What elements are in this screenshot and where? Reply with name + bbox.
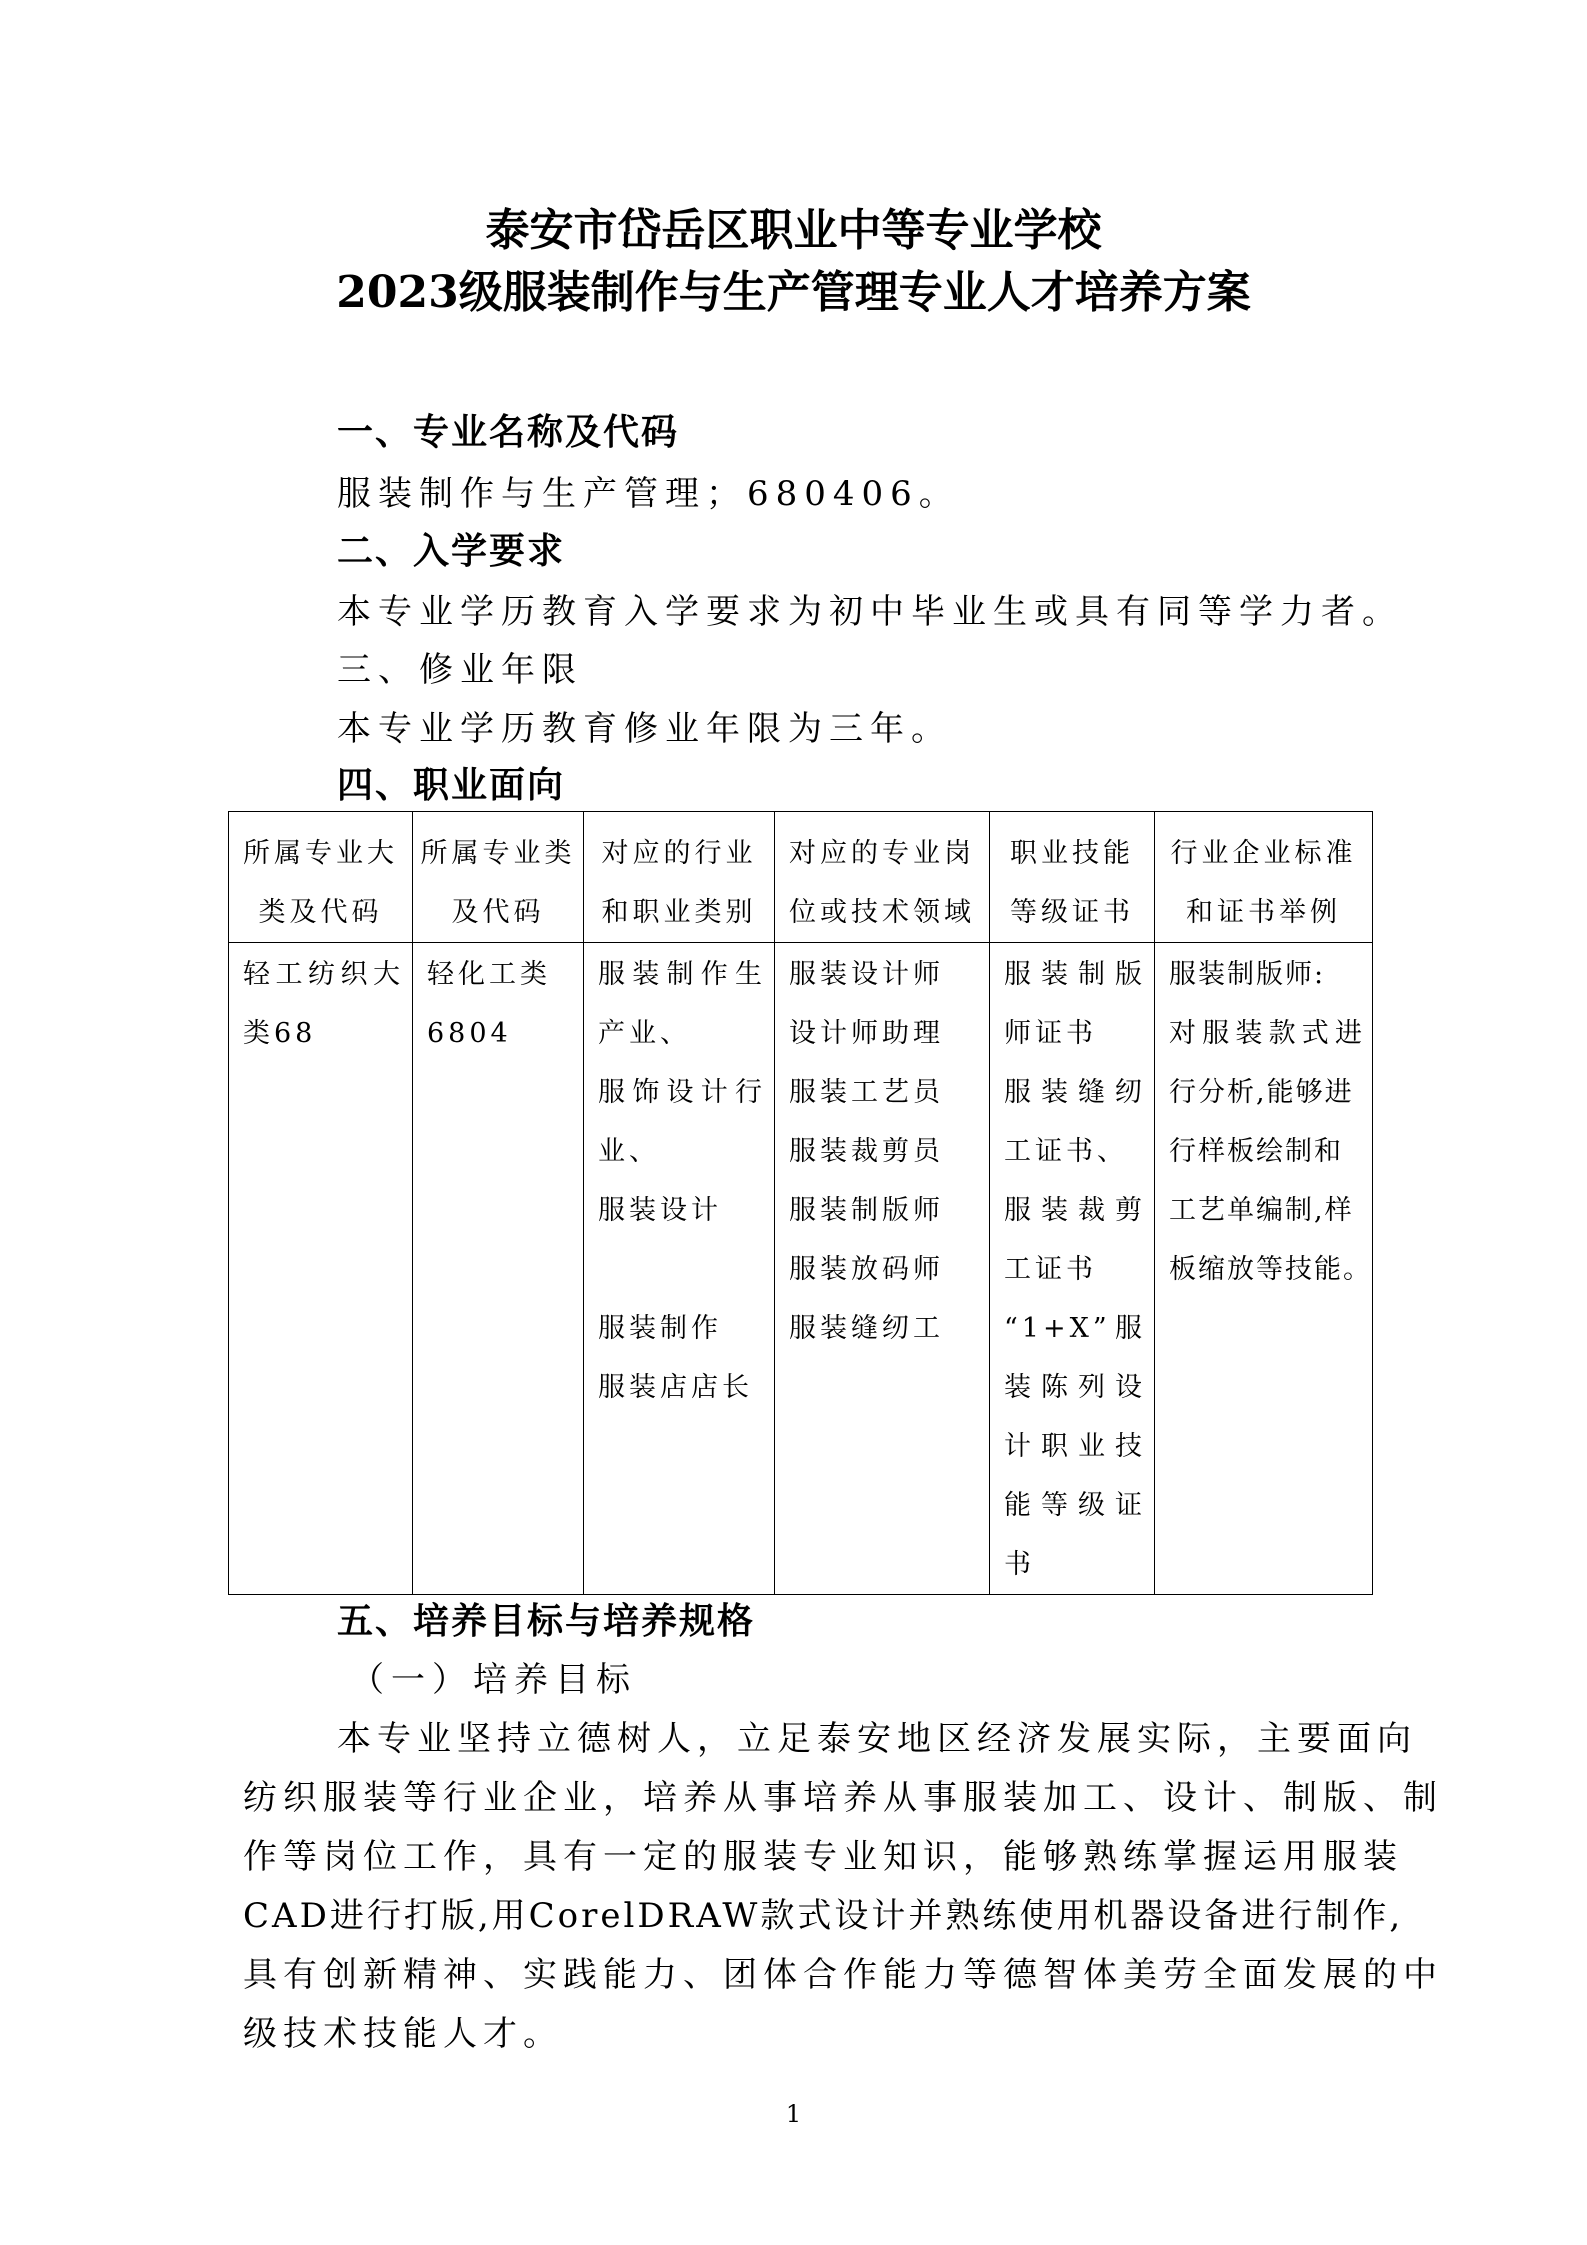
section-3-text: 本专业学历教育修业年限为三年。	[337, 709, 952, 749]
cell-line: 工证书	[1004, 1254, 1097, 1285]
header-text: 职业技能	[1010, 838, 1134, 869]
header-cell-major-class	[413, 812, 584, 943]
document-title-line1: 泰安市岱岳区职业中等专业学校	[485, 205, 1102, 256]
cell-line: 服装制作	[598, 1313, 722, 1344]
cell-line: 服装店店长	[598, 1372, 753, 1403]
cell-line: 服装制版师	[789, 1195, 944, 1226]
header-text: 所属专业大	[243, 838, 398, 869]
section-2-text: 本专业学历教育入学要求为初中毕业生或具有同等学力者。	[337, 592, 1403, 632]
header-cell-certificates	[990, 812, 1155, 943]
section-5-subheading: （一）培养目标	[350, 1660, 637, 1700]
section-4-heading: 四、职业面向	[337, 765, 566, 806]
cell-line: 对服装款式进	[1169, 1018, 1364, 1049]
document-title-line2: 2023级服装制作与生产管理专业人才培养方案	[336, 267, 1251, 318]
cell-line: 服装放码师	[789, 1254, 944, 1285]
header-text: 和职业类别	[601, 897, 757, 928]
header-text: 位或技术领域	[789, 897, 975, 928]
header-text: 类及代码	[258, 897, 383, 928]
cell-major-category	[229, 943, 413, 1595]
paragraph-line: 作等岗位工作，具有一定的服装专业知识，能够熟练掌握运用服装	[243, 1837, 1403, 1877]
cell-line: 行分析,能够进	[1169, 1077, 1354, 1108]
cell-line: 板缩放等技能。	[1169, 1254, 1372, 1285]
header-cell-major-category	[229, 812, 413, 943]
cell-line: 服装制作生	[598, 959, 766, 990]
cell-line: 服装裁剪员	[789, 1136, 944, 1167]
cell-line: 服装工艺员	[789, 1077, 944, 1108]
cell-line: 服装缝纫	[1004, 1077, 1146, 1108]
cell-line: 设计师助理	[789, 1018, 944, 1049]
header-text: 等级证书	[1010, 897, 1134, 928]
cell-line: 服装设计师	[789, 959, 944, 990]
cell-line: 装陈列设	[1004, 1372, 1146, 1403]
header-text: 所属专业类	[420, 838, 576, 869]
cell-line: 工证书、	[1004, 1136, 1128, 1167]
cell-line: 服装缝纫工	[789, 1313, 944, 1344]
cell-major-class	[413, 943, 584, 1595]
cell-line: “1+X”服	[1004, 1313, 1146, 1344]
header-text: 行业企业标准	[1170, 838, 1357, 869]
cell-line: 书	[1004, 1549, 1035, 1580]
cell-positions	[775, 943, 990, 1595]
cell-line: 产业、	[598, 1018, 691, 1049]
cell-line: 6804	[427, 1018, 512, 1049]
cell-line: 服装制版	[1004, 959, 1146, 990]
cell-line: 业、	[598, 1136, 660, 1167]
cell-line: 轻工纺织大	[243, 959, 404, 990]
table-header-row	[229, 812, 1373, 943]
cell-line: 服饰设计行	[598, 1077, 766, 1108]
cell-line	[598, 1240, 766, 1299]
cell-industry	[584, 943, 775, 1595]
section-3-heading: 三、修业年限	[337, 650, 583, 690]
cell-certificates	[990, 943, 1155, 1595]
page-number: 1	[785, 2100, 802, 2128]
table-row	[229, 943, 1373, 1595]
cell-standards	[1155, 943, 1373, 1595]
career-orientation-table	[228, 811, 1373, 1595]
section-1-text: 服装制作与生产管理；680406。	[337, 474, 960, 514]
cell-line: 师证书	[1004, 1018, 1097, 1049]
section-1-heading: 一、专业名称及代码	[337, 412, 680, 453]
paragraph-line: 本专业坚持立德树人，立足泰安地区经济发展实际，主要面向	[337, 1719, 1417, 1759]
section-2-heading: 二、入学要求	[337, 531, 566, 572]
header-text: 对应的专业岗	[789, 838, 975, 869]
header-text: 及代码	[451, 897, 545, 928]
paragraph-line: 具有创新精神、实践能力、团体合作能力等德智体美劳全面发展的中	[243, 1955, 1443, 1995]
cell-line: 服装制版师:	[1169, 959, 1326, 990]
cell-line: 类68	[243, 1018, 317, 1049]
header-cell-positions	[775, 812, 990, 943]
header-cell-standards	[1155, 812, 1373, 943]
section-5-heading: 五、培养目标与培养规格	[337, 1601, 756, 1642]
cell-line: 工艺单编制,样	[1169, 1195, 1354, 1226]
paragraph-line: 级技术技能人才。	[243, 2014, 563, 2054]
cell-line: 轻化工类	[427, 959, 551, 990]
cell-line: 计职业技	[1004, 1431, 1146, 1462]
paragraph-line: CAD进行打版,用CorelDRAW款式设计并熟练使用机器设备进行制作,	[243, 1896, 1404, 1936]
cell-line: 服装设计	[598, 1195, 722, 1226]
header-text: 对应的行业	[601, 838, 757, 869]
cell-line: 能等级证	[1004, 1490, 1146, 1521]
header-cell-industry	[584, 812, 775, 943]
paragraph-line: 纺织服装等行业企业，培养从事培养从事服装加工、设计、制版、制	[243, 1778, 1443, 1818]
cell-line: 行样板绘制和	[1169, 1136, 1343, 1167]
cell-line: 服装裁剪	[1004, 1195, 1146, 1226]
header-text: 和证书举例	[1186, 897, 1341, 928]
